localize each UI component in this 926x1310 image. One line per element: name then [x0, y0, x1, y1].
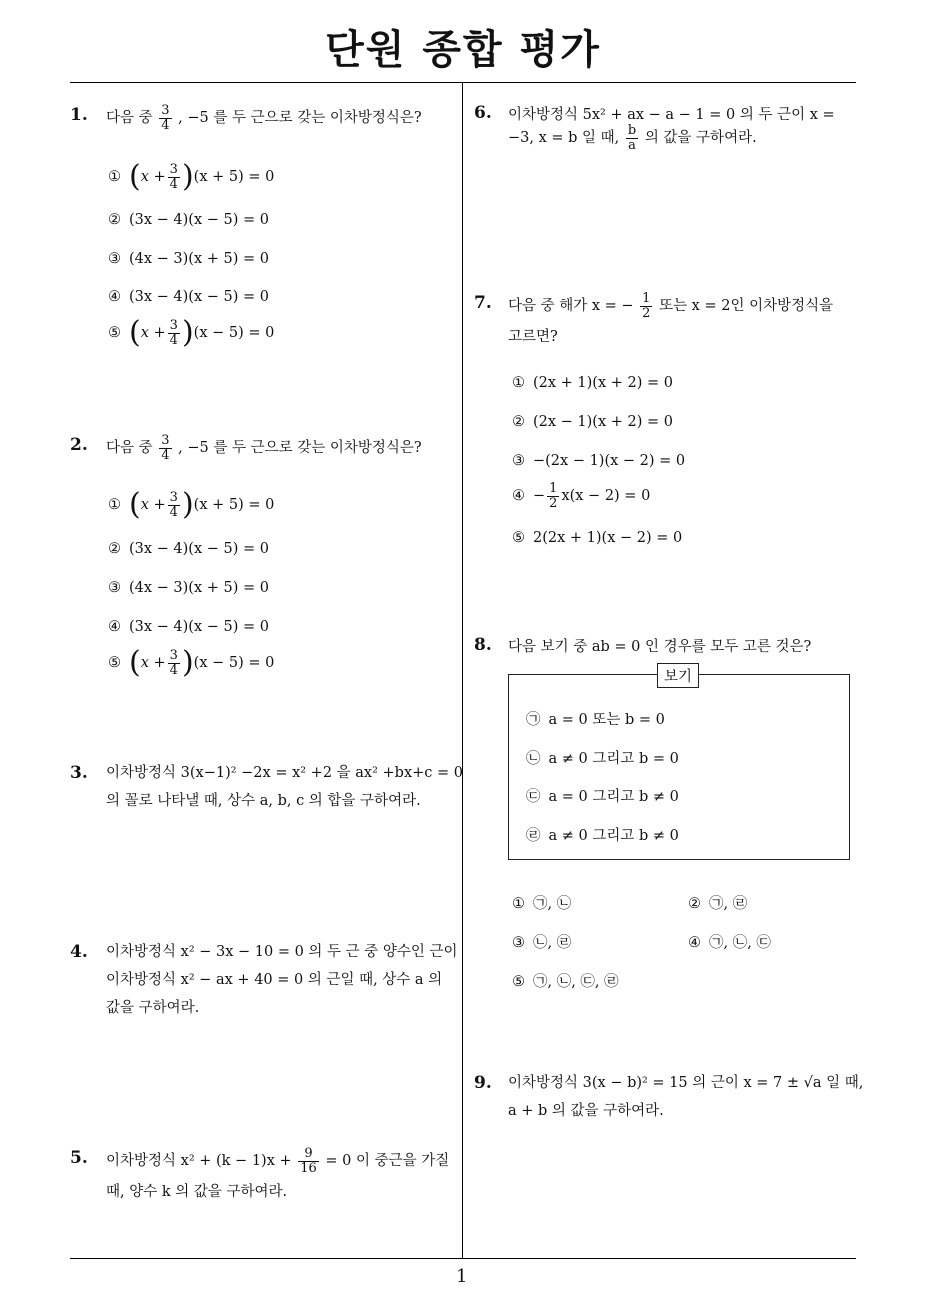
choice-3[interactable]: ③ (4x − 3)(x + 5) = 0: [108, 251, 269, 267]
question-text-line2: 고르면?: [508, 329, 558, 345]
question-number: 4.: [70, 942, 88, 962]
question-number: 1.: [70, 105, 88, 125]
box-item-4: ㉣ a ≠ 0 그리고 b ≠ 0: [526, 828, 679, 844]
fraction: $\frac{9}{16}$: [300, 1146, 317, 1176]
question-number: 2.: [70, 435, 88, 455]
question-number: 5.: [70, 1148, 88, 1168]
question-text-line3: 값을 구하여라.: [106, 1000, 200, 1016]
fraction: $\frac{1}{2}$: [642, 291, 651, 321]
choice-1[interactable]: ① (x + $\frac{3}{4}$ )(x + 5) = 0: [108, 159, 275, 194]
question-text-line1: 이차방정식 x² + (k − 1)x + $\frac{9}{16}$ = 0 이 중근을 가질: [106, 1146, 450, 1176]
bottom-rule: [70, 1258, 856, 1259]
choice-2[interactable]: ② ㉠, ㉣: [688, 896, 748, 912]
question-text: 다음 중 $\frac{3}{4}$ , −5 를 두 근으로 갖는 이차방정식은?: [106, 103, 422, 133]
top-rule: [70, 82, 856, 83]
question-number: 9.: [474, 1073, 492, 1093]
question-text-line1: 다음 중 해가 x = − $\frac{1}{2}$ 또는 x = 2인 이차방정식을: [508, 291, 834, 321]
choice-5[interactable]: ⑤ 2(2x + 1)(x − 2) = 0: [512, 530, 683, 546]
question-text-line1: 이차방정식 3(x−1)² −2x = x² +2 을 ax² +bx+c = 0: [106, 765, 463, 781]
question-text-line1: 이차방정식 3(x − b)² = 15 의 근이 x = 7 ± √a 일 때,: [508, 1075, 864, 1091]
choice-2[interactable]: ② (3x − 4)(x − 5) = 0: [108, 541, 269, 557]
question-number: 7.: [474, 293, 492, 313]
choice-1[interactable]: ① (x + $\frac{3}{4}$ )(x + 5) = 0: [108, 487, 275, 522]
question-text-line1: 이차방정식 5x² + ax − a − 1 = 0 의 두 근이 x =: [508, 107, 835, 123]
question-number: 3.: [70, 763, 88, 783]
question-text-line2: 때, 양수 k 의 값을 구하여라.: [106, 1184, 288, 1200]
question-text-line2: 의 꼴로 나타낼 때, 상수 a, b, c 의 합을 구하여라.: [106, 793, 421, 809]
choice-3[interactable]: ③ −(2x − 1)(x − 2) = 0: [512, 453, 686, 469]
box-item-1: ㉠ a = 0 또는 b = 0: [526, 712, 665, 728]
choice-5[interactable]: ⑤ (x + $\frac{3}{4}$ )(x − 5) = 0: [108, 645, 275, 680]
question-text: 다음 중 $\frac{3}{4}$ , −5 를 두 근으로 갖는 이차방정식은?: [106, 433, 422, 463]
choice-2[interactable]: ② (2x − 1)(x + 2) = 0: [512, 414, 673, 430]
question-text-line2: −3, x = b 일 때, $\frac{b}{a}$ 의 값을 구하여라.: [508, 123, 757, 153]
question-text-line2: 이차방정식 x² − ax + 40 = 0 의 근일 때, 상수 a 의: [106, 972, 443, 988]
fraction: $\frac{b}{a}$: [627, 123, 637, 153]
choice-4[interactable]: ④ (3x − 4)(x − 5) = 0: [108, 619, 269, 635]
page-number: 1: [456, 1266, 468, 1287]
example-box-label: 보기: [657, 663, 699, 688]
choice-5[interactable]: ⑤ (x + $\frac{3}{4}$ )(x − 5) = 0: [108, 315, 275, 350]
choice-5[interactable]: ⑤ ㉠, ㉡, ㉢, ㉣: [512, 974, 619, 990]
choice-4[interactable]: ④ (3x − 4)(x − 5) = 0: [108, 289, 269, 305]
choice-1[interactable]: ① (2x + 1)(x + 2) = 0: [512, 375, 673, 391]
question-number: 8.: [474, 635, 492, 655]
choice-4[interactable]: ④ − $\frac{1}{2}$ x(x − 2) = 0: [512, 481, 651, 511]
question-text-line1: 이차방정식 x² − 3x − 10 = 0 의 두 근 중 양수인 근이: [106, 944, 458, 960]
choice-3[interactable]: ③ ㉡, ㉣: [512, 935, 572, 951]
choice-4[interactable]: ④ ㉠, ㉡, ㉢: [688, 935, 771, 951]
choice-3[interactable]: ③ (4x − 3)(x + 5) = 0: [108, 580, 269, 596]
choice-1[interactable]: ① ㉠, ㉡: [512, 896, 572, 912]
box-item-2: ㉡ a ≠ 0 그리고 b = 0: [526, 751, 679, 767]
question-text: 다음 보기 중 ab = 0 인 경우를 모두 고른 것은?: [508, 639, 812, 655]
column-divider: [462, 82, 463, 1258]
choice-2[interactable]: ② (3x − 4)(x − 5) = 0: [108, 212, 269, 228]
fraction: $\frac{3}{4}$: [161, 103, 170, 133]
page-title: 단원 종합 평가: [325, 27, 601, 73]
box-item-3: ㉢ a = 0 그리고 b ≠ 0: [526, 789, 679, 805]
question-number: 6.: [474, 103, 492, 123]
fraction: $\frac{3}{4}$: [161, 433, 170, 463]
question-text-line2: a + b 의 값을 구하여라.: [508, 1103, 664, 1119]
